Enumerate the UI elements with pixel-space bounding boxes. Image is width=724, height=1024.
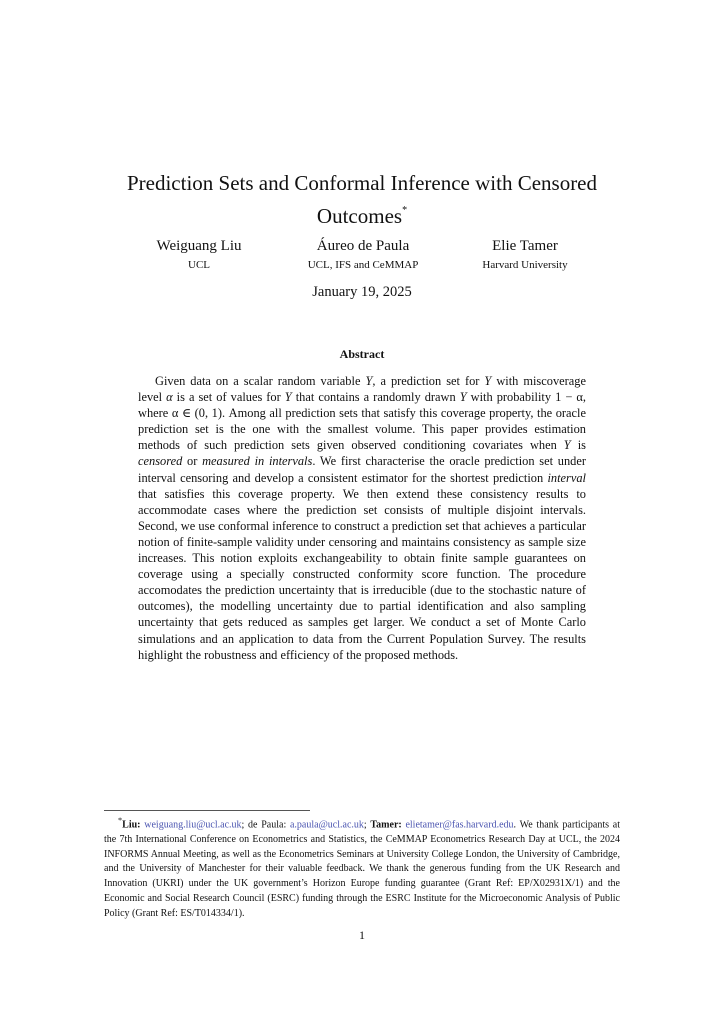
math-var: α [166, 390, 173, 405]
author-affiliation: UCL, IFS and CeMMAP [307, 259, 419, 271]
abstract-text: is [577, 438, 586, 453]
author-liu [124, 236, 274, 274]
math-var: Y [365, 374, 373, 388]
email-link-de-paula[interactable]: a.paula@ucl.ac.uk [289, 819, 364, 831]
abstract-text: that contains a randomly drawn [295, 390, 456, 405]
math-var: Y [459, 390, 467, 405]
author-de-paula [288, 236, 438, 274]
author-name: Áureo de Paula [316, 238, 410, 254]
abstract-body [138, 373, 586, 663]
math-var: Y [284, 390, 292, 405]
footnote-label: de Paula: [248, 819, 287, 831]
abstract-text: , a prediction set for [372, 374, 480, 388]
abstract-text: Given data on a scalar random variable [155, 374, 361, 388]
abstract-text: is a set of values for [176, 390, 281, 405]
title-footnote-mark: * [402, 205, 408, 216]
abstract-text: that satisfies this coverage property. We then extend these consistency results to accommodate cases where the prediction set consists of multiple disjoint intervals. Second, we use conformal inference to construct a prediction set that achieves a particular notion of finite-sample validity under censoring and maintains consistency as sample size increases. This notion exploits exchangeability to obtain finite sample guarantees on coverage using a specially constructed conformity score function. The procedure accomodates the prediction uncertainty that is irreducible (due to the stochastic nature of outcomes), the modelling uncertainty due to partial identification and also sampling uncertainty that gets reduced as samples get larger. We conduct a set of Monte Carlo simulations and an application to data from the Current Population Survey. The results highlight the robustness and efficiency of the proposed methods. [138, 486, 586, 662]
paper-title [110, 168, 614, 231]
abstract-text: or [187, 454, 198, 469]
page-number: 1 [359, 928, 365, 942]
abstract-text: with probability [470, 390, 552, 405]
footnote-label: Tamer: [370, 819, 402, 831]
author-name: Elie Tamer [492, 238, 558, 254]
emphasis: interval [547, 470, 586, 485]
abstract-text: with miscoverage level [138, 374, 586, 405]
footnote-rule [104, 810, 310, 811]
emphasis: measured in intervals [202, 454, 313, 469]
emphasis: censored [138, 454, 183, 469]
author-block [110, 236, 614, 276]
abstract-heading: Abstract [339, 347, 385, 361]
footnote-text: . We thank participants at the 7th International Conference on Econometrics and Statistics, the CeMMAP Econometrics Research Day at UCL, the 2024 INFORMS Annual Meeting, as well as the Econometrics Seminars at University College London, the University of Cambridge, and the University of Manchester for their valuable feedback. We thank the generous funding from the UK Research and Innovation (UKRI) under the UK government’s Horizon Europe funding guarantee (Grant Ref: EP/X02931X/1) and the Economic and Social Research Council (ESRC) funding through the ESRC Institute for the Microeconomic Analysis of Public Policy (Grant Ref: ES/T014334/1). [104, 819, 620, 919]
math-var: Y [563, 438, 571, 453]
footnote-text: ; [363, 819, 367, 831]
title-text: Prediction Sets and Conformal Inference with Censored Outcomes [126, 171, 598, 228]
abstract-text: . We first characterise the oracle prediction set under interval censoring and develop a consistent estimator for the shortest prediction [138, 454, 587, 485]
footnote [104, 814, 620, 921]
math-expression: α ∈ (0, 1) [171, 406, 222, 421]
email-link-tamer[interactable]: elietamer@fas.harvard.edu [405, 819, 514, 831]
author-affiliation: Harvard University [482, 259, 568, 271]
math-expression: 1 − α [555, 390, 583, 405]
footnote-mark: * [118, 816, 123, 825]
footnote-label: Liu: [122, 819, 141, 831]
author-affiliation: UCL [188, 259, 210, 271]
footnote-text: ; [241, 819, 245, 831]
math-var: Y [484, 374, 492, 388]
paper-date: January 19, 2025 [312, 284, 412, 300]
abstract-text: , where [138, 390, 586, 421]
email-link-liu[interactable]: weiguang.liu@ucl.ac.uk [144, 819, 242, 831]
author-name: Weiguang Liu [156, 238, 242, 254]
author-tamer [450, 236, 600, 274]
abstract-text: . Among all prediction sets that satisfy this coverage property, the oracle prediction set is the one with the smallest volume. This paper provides estimation methods of such prediction sets given observed conditioning covariates when [138, 406, 586, 453]
